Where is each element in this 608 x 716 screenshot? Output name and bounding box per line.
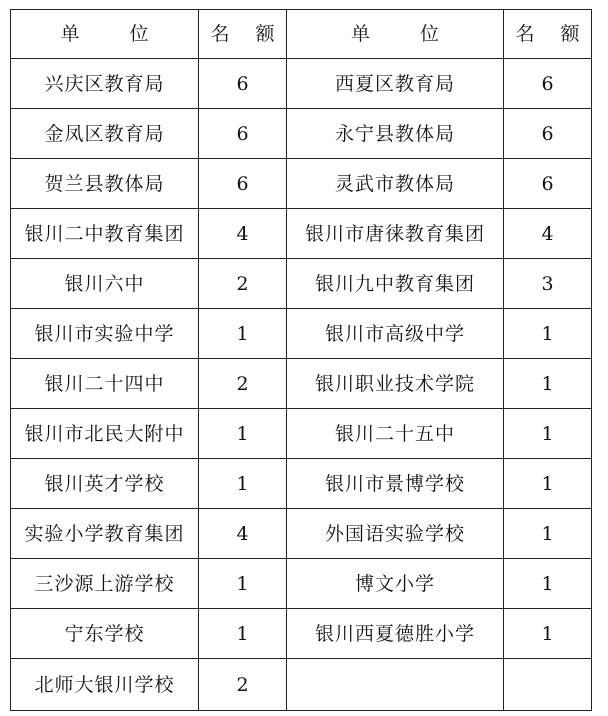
quota-right-cell: 1	[504, 309, 592, 359]
quota-left-cell: 6	[199, 109, 287, 159]
quota-left-cell: 1	[199, 609, 287, 659]
unit-left-cell: 银川市实验中学	[11, 309, 199, 359]
quota-left-cell: 4	[199, 509, 287, 559]
unit-right-cell	[287, 659, 504, 711]
table-header-row	[11, 10, 592, 59]
quota-left-cell: 1	[199, 459, 287, 509]
quota-left-cell: 6	[199, 159, 287, 209]
table-row	[11, 509, 592, 559]
table-row	[11, 409, 592, 459]
unit-right-cell: 银川九中教育集团	[287, 259, 504, 309]
quota-left-cell: 6	[199, 59, 287, 109]
quota-table	[10, 9, 592, 711]
table-row	[11, 259, 592, 309]
unit-left-cell: 三沙源上游学校	[11, 559, 199, 609]
quota-right-cell: 1	[504, 609, 592, 659]
quota-left-cell: 2	[199, 359, 287, 409]
quota-right-cell: 6	[504, 59, 592, 109]
quota-left-cell: 1	[199, 409, 287, 459]
table-row	[11, 309, 592, 359]
table-row	[11, 359, 592, 409]
quota-right-cell: 3	[504, 259, 592, 309]
unit-left-cell: 北师大银川学校	[11, 659, 199, 711]
unit-right-cell: 银川市景博学校	[287, 459, 504, 509]
unit-right-cell: 银川职业技术学院	[287, 359, 504, 409]
unit-right-cell: 外国语实验学校	[287, 509, 504, 559]
table-row	[11, 459, 592, 509]
unit-right-cell: 灵武市教体局	[287, 159, 504, 209]
unit-right-cell: 银川市高级中学	[287, 309, 504, 359]
unit-right-cell: 银川二十五中	[287, 409, 504, 459]
quota-right-cell: 1	[504, 409, 592, 459]
quota-right-cell: 6	[504, 109, 592, 159]
quota-left-cell: 1	[199, 559, 287, 609]
quota-right-cell: 1	[504, 459, 592, 509]
unit-left-cell: 兴庆区教育局	[11, 59, 199, 109]
unit-left-cell: 银川六中	[11, 259, 199, 309]
quota-left-cell: 2	[199, 659, 287, 711]
unit-left-cell: 宁东学校	[11, 609, 199, 659]
quota-right-cell: 6	[504, 159, 592, 209]
unit-right-cell: 西夏区教育局	[287, 59, 504, 109]
header-unit-right: 单 位	[287, 10, 504, 59]
header-quota-right: 名 额	[504, 10, 592, 59]
unit-right-cell: 银川市唐徕教育集团	[287, 209, 504, 259]
unit-right-cell: 博文小学	[287, 559, 504, 609]
table-row	[11, 209, 592, 259]
quota-right-cell: 1	[504, 509, 592, 559]
unit-left-cell: 银川市北民大附中	[11, 409, 199, 459]
table-row	[11, 609, 592, 659]
unit-left-cell: 银川二中教育集团	[11, 209, 199, 259]
quota-right-cell	[504, 659, 592, 711]
quota-left-cell: 4	[199, 209, 287, 259]
quota-left-cell: 1	[199, 309, 287, 359]
table-row	[11, 59, 592, 109]
unit-left-cell: 贺兰县教体局	[11, 159, 199, 209]
quota-right-cell: 1	[504, 359, 592, 409]
table-row	[11, 159, 592, 209]
unit-left-cell: 银川二十四中	[11, 359, 199, 409]
quota-right-cell: 1	[504, 559, 592, 609]
quota-left-cell: 2	[199, 259, 287, 309]
table-row	[11, 659, 592, 711]
table-row	[11, 109, 592, 159]
header-unit-left: 单 位	[11, 10, 199, 59]
quota-right-cell: 4	[504, 209, 592, 259]
table-row	[11, 559, 592, 609]
unit-left-cell: 实验小学教育集团	[11, 509, 199, 559]
unit-right-cell: 永宁县教体局	[287, 109, 504, 159]
unit-left-cell: 金凤区教育局	[11, 109, 199, 159]
header-quota-left: 名 额	[199, 10, 287, 59]
unit-right-cell: 银川西夏德胜小学	[287, 609, 504, 659]
unit-left-cell: 银川英才学校	[11, 459, 199, 509]
